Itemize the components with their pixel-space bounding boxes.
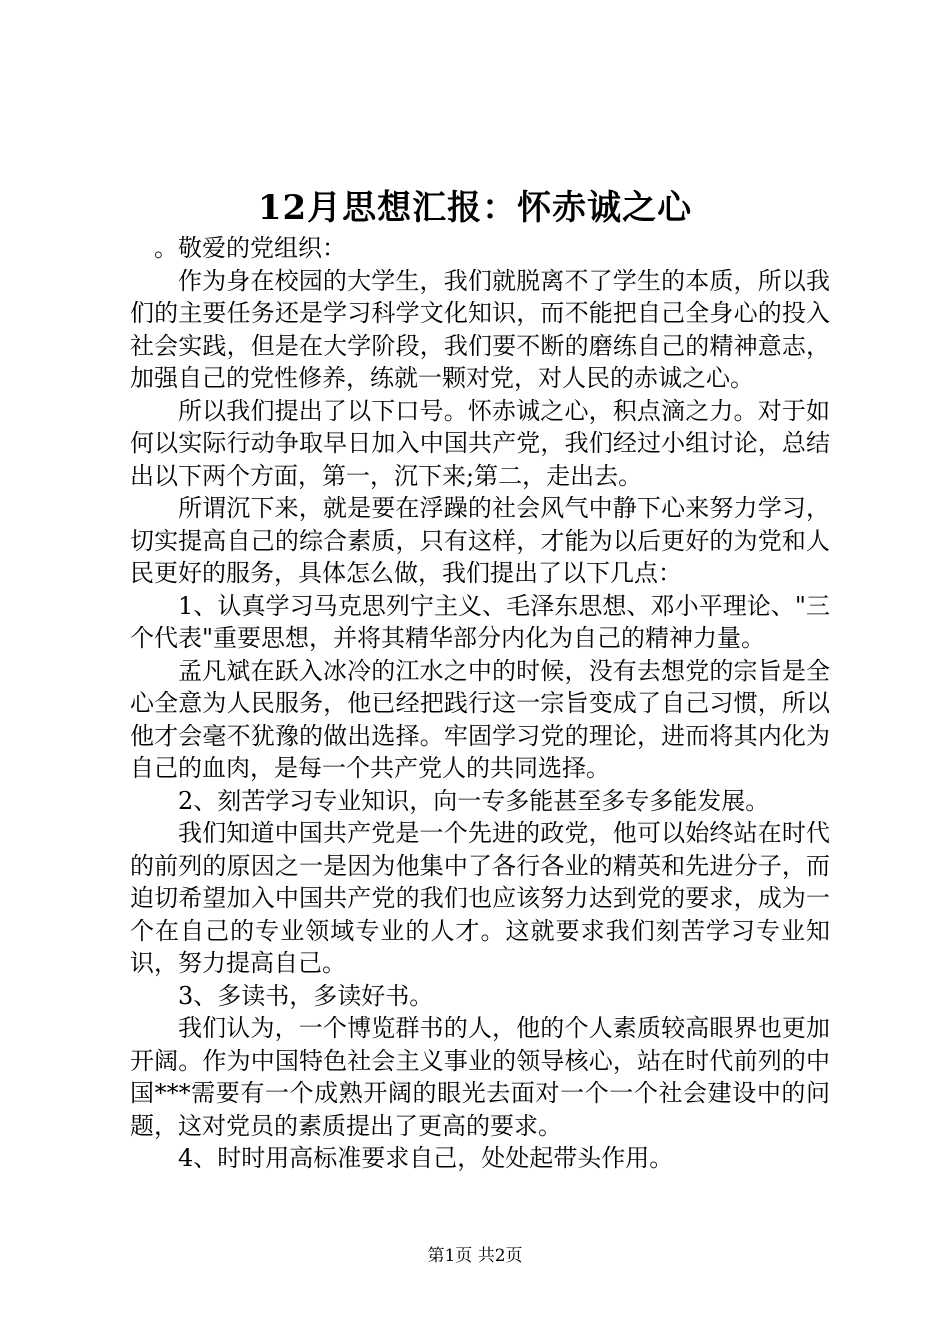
paragraph: 我们认为，一个博览群书的人，他的个人素质较高眼界也更加开阔。作为中国特色社会主义事业的领导核心，站在时代前列的中国***需要有一个成熟开阔的眼光去面对一个一个社会建设中的问题，这对党员的素质提出了更高的要求。 xyxy=(130,1014,830,1140)
paragraph: 所以我们提出了以下口号。怀赤诚之心，积点滴之力。对于如何以实际行动争取早日加入中国共产党，我们经过小组讨论，总结出以下两个方面，第一，沉下来;第二，走出去。 xyxy=(130,396,830,490)
list-point: 1、认真学习马克思列宁主义、毛泽东思想、邓小平理论、"三个代表"重要思想，并将其精华部分内化为自己的精神力量。 xyxy=(130,591,830,652)
paragraph: 我们知道中国共产党是一个先进的政党，他可以始终站在时代的前列的原因之一是因为他集中了各行各业的精英和先进分子，而迫切希望加入中国共产党的我们也应该努力达到党的要求，成为一个在自己的专业领域专业的人才。这就要求我们刻苦学习专业知识，努力提高自己。 xyxy=(130,819,830,977)
page-number-footer: 第1页 共2页 xyxy=(427,1246,523,1266)
paragraph: 孟凡斌在跃入冰冷的江水之中的时候，没有去想党的宗旨是全心全意为人民服务，他已经把践行这一宗旨变成了自己习惯，所以他才会毫不犹豫的做出选择。牢固学习党的理论，进而将其内化为自己的血肉，是每一个共产党人的共同选择。 xyxy=(130,656,830,782)
list-point: 4、时时用高标准要求自己，处处起带头作用。 xyxy=(178,1144,674,1172)
paragraph: 所谓沉下来，就是要在浮躁的社会风气中静下心来努力学习，切实提高自己的综合素质，只有这样，才能为以后更好的为党和人民更好的服务，具体怎么做，我们提出了以下几点： xyxy=(130,494,830,587)
document-title: 12月思想汇报：怀赤诚之心 xyxy=(257,188,693,228)
list-point: 2、刻苦学习专业知识，向一专多能甚至多专多能发展。 xyxy=(178,786,770,815)
salutation: 。敬爱的党组织： xyxy=(154,234,346,262)
paragraph: 作为身在校园的大学生，我们就脱离不了学生的本质，所以我们的主要任务还是学习科学文化知识，而不能把自己全身心的投入社会实践，但是在大学阶段，我们要不断的磨练自己的精神意志，加强自己的党性修养，练就一颗对党，对人民的赤诚之心。 xyxy=(130,266,830,392)
list-point: 3、多读书，多读好书。 xyxy=(178,981,434,1010)
document-body xyxy=(130,232,830,1175)
